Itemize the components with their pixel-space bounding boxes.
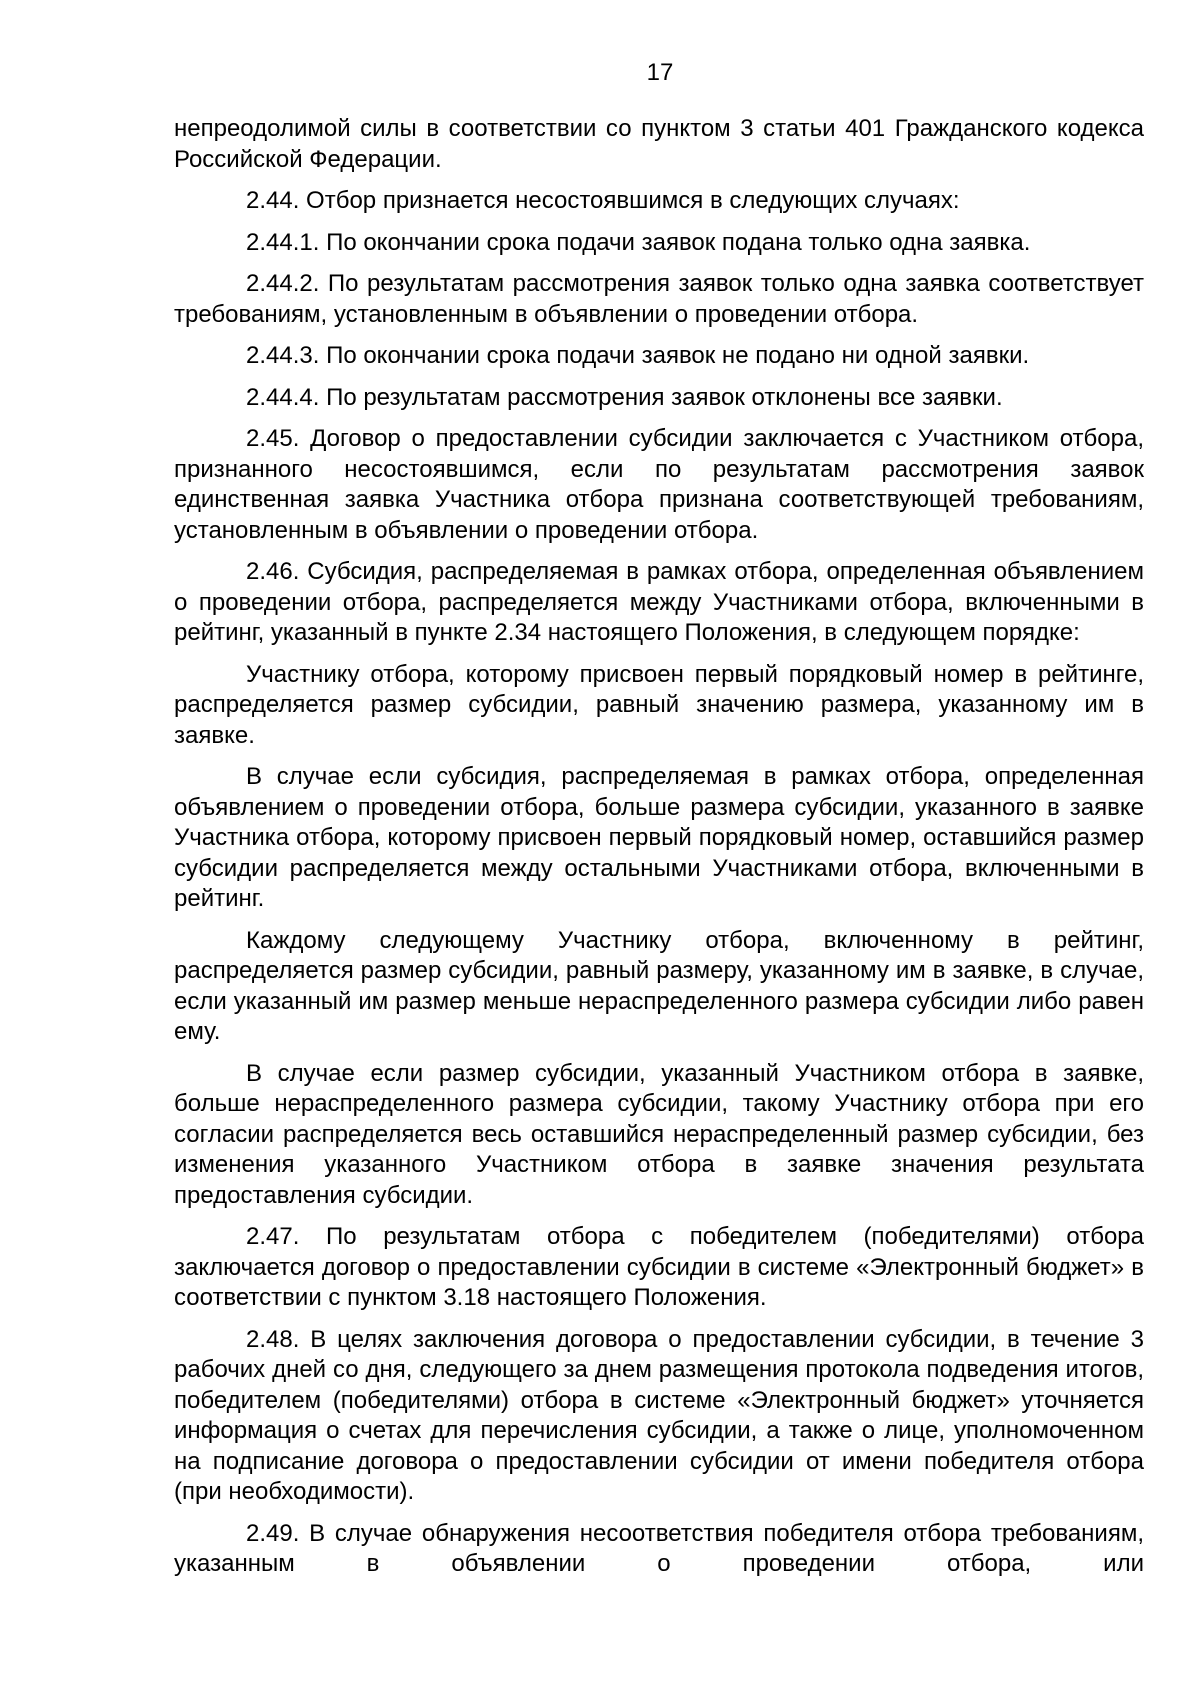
paragraph-2-44-3: 2.44.3. По окончании срока подачи заявок не подано ни одной заявки. [246,342,1030,369]
paragraph-continuation: непреодолимой силы в соответствии со пунктом 3 статьи 401 Гражданского кодекса Российской Федерации. [174,115,1144,173]
paragraph-2-44: 2.44. Отбор признается несостоявшимся в следующих случаях: [246,187,960,214]
paragraph-2-44-2: 2.44.2. По результатам рассмотрения заявок только одна заявка соответствует требованиям, установленным в объявлении о проведении отбора. [174,270,1144,328]
page-number: 17 [646,59,674,86]
paragraph-first-rank: Участнику отбора, которому присвоен первый порядковый номер в рейтинге, распределяется размер субсидии, равный значению размера, указанному им в заявке. [174,660,1144,749]
document-body [174,114,1144,1580]
paragraph-remaining-distribution: В случае если субсидия, распределяемая в рамках отбора, определенная объявлением о проведении отбора, больше размера субсидии, указанного в заявке Участника отбора, которому присвоен первый порядковый номер, оставшийся размер субсидии распределяется между остальными Участниками отбора, включенными в рейтинг. [174,763,1144,912]
paragraph-exceeding-size: В случае если размер субсидии, указанный Участником отбора в заявке, больше нераспределенного размера субсидии, такому Участнику отбора при его согласии распределяется весь оставшийся нераспределенный размер субсидии, без изменения указанного Участником отбора в заявке значения результата предоставления субсидии. [174,1059,1144,1209]
paragraph-2-44-1: 2.44.1. По окончании срока подачи заявок подана только одна заявка. [246,228,1031,256]
paragraph-2-48: 2.48. В целях заключения договора о предоставлении субсидии, в течение 3 рабочих дней со дня, следующего за днем размещения протокола подведения итогов, победителем (победителями) отбора в системе «Электронный бюджет» уточняется информация о счетах для перечисления субсидии, а также о лице, уполномоченном на подписание договора о предоставлении субсидии от имени победителя отбора (при необходимости). [174,1325,1144,1505]
paragraph-2-46: 2.46. Субсидия, распределяемая в рамках отбора, определенная объявлением о проведении отбора, распределяется между Участниками отбора, включенными в рейтинг, указанный в пункте 2.34 настоящего Положения, в следующем порядке: [174,558,1144,646]
paragraph-2-44-4: 2.44.4. По результатам рассмотрения заявок отклонены все заявки. [246,383,1003,411]
paragraph-2-45: 2.45. Договор о предоставлении субсидии заключается с Участником отбора, признанного несостоявшимся, если по результатам рассмотрения заявок единственная заявка Участника отбора признана соответствующей требованиям, установленным в объявлении о проведении отбора. [174,425,1144,544]
paragraph-2-49: 2.49. В случае обнаружения несоответствия победителя отбора требованиям, указанным в объявлении о проведении отбора, или [174,1519,1144,1577]
paragraph-each-next-participant: Каждому следующему Участнику отбора, включенному в рейтинг, распределяется размер субсидии, равный размеру, указанному им в заявке, в случае, если указанный им размер меньше нераспределенного размера субсидии либо равен ему. [174,926,1144,1045]
paragraph-2-47: 2.47. По результатам отбора с победителем (победителями) отбора заключается договор о предоставлении субсидии в системе «Электронный бюджет» в соответствии с пунктом 3.18 настоящего Положения. [174,1223,1144,1311]
